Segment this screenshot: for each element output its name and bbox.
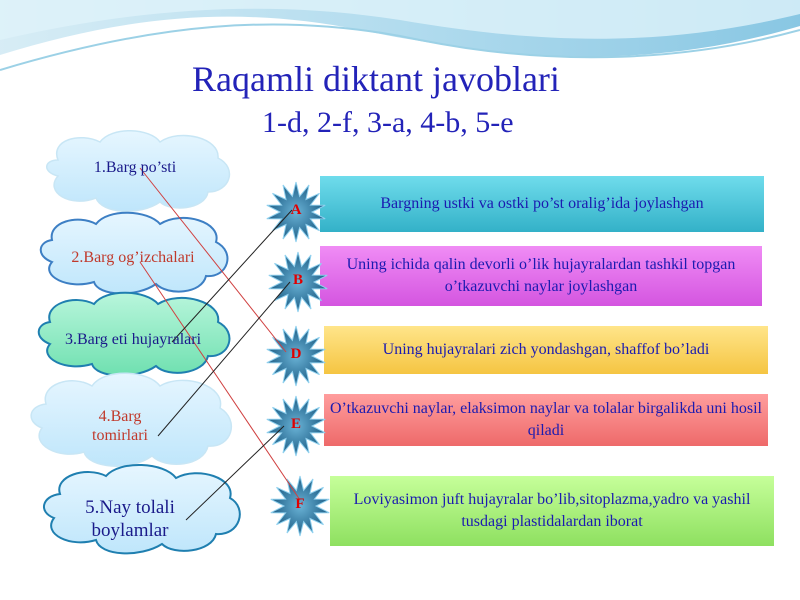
answer-key: 1-d, 2-f, 3-a, 4-b, 5-e: [262, 106, 514, 139]
term-2-label: 2.Barg og’izchalari: [71, 249, 195, 267]
definition-f-text: Loviyasimon juft hujayralar bo’lib,sitoplazma,yadro va yashil tusdagi plastidalardan iborat: [353, 491, 751, 530]
definition-e-text: O’tkazuvchi naylar, elaksimon naylar va tolalar birgalikda uni hosil qiladi: [330, 400, 762, 439]
definition-d-text: Uning hujayralari zich yondashgan, shaffof bo’ladi: [382, 341, 710, 359]
term-4-label: 4.Barg tomirlari: [92, 407, 148, 444]
slide-title: Raqamli diktant javoblari: [192, 59, 560, 99]
letter-f: F: [295, 496, 305, 512]
letter-a: A: [290, 202, 302, 218]
term-5-label: 5.Nay tolali boylamlar: [85, 497, 175, 541]
letter-e: E: [290, 416, 301, 432]
letter-d: D: [290, 346, 302, 362]
term-3-label: 3.Barg eti hujayralari: [64, 331, 202, 349]
letter-b: B: [292, 272, 303, 288]
definition-a-text: Bargning ustki va ostki po’st oralig’ida joylashgan: [380, 195, 704, 213]
term-1-label: 1.Barg po’sti: [93, 159, 177, 177]
definition-b-text: Uning ichida qalin devorli o’lik hujayralardan tashkil topgan o’tkazuvchi naylar joylashgan: [346, 256, 736, 295]
